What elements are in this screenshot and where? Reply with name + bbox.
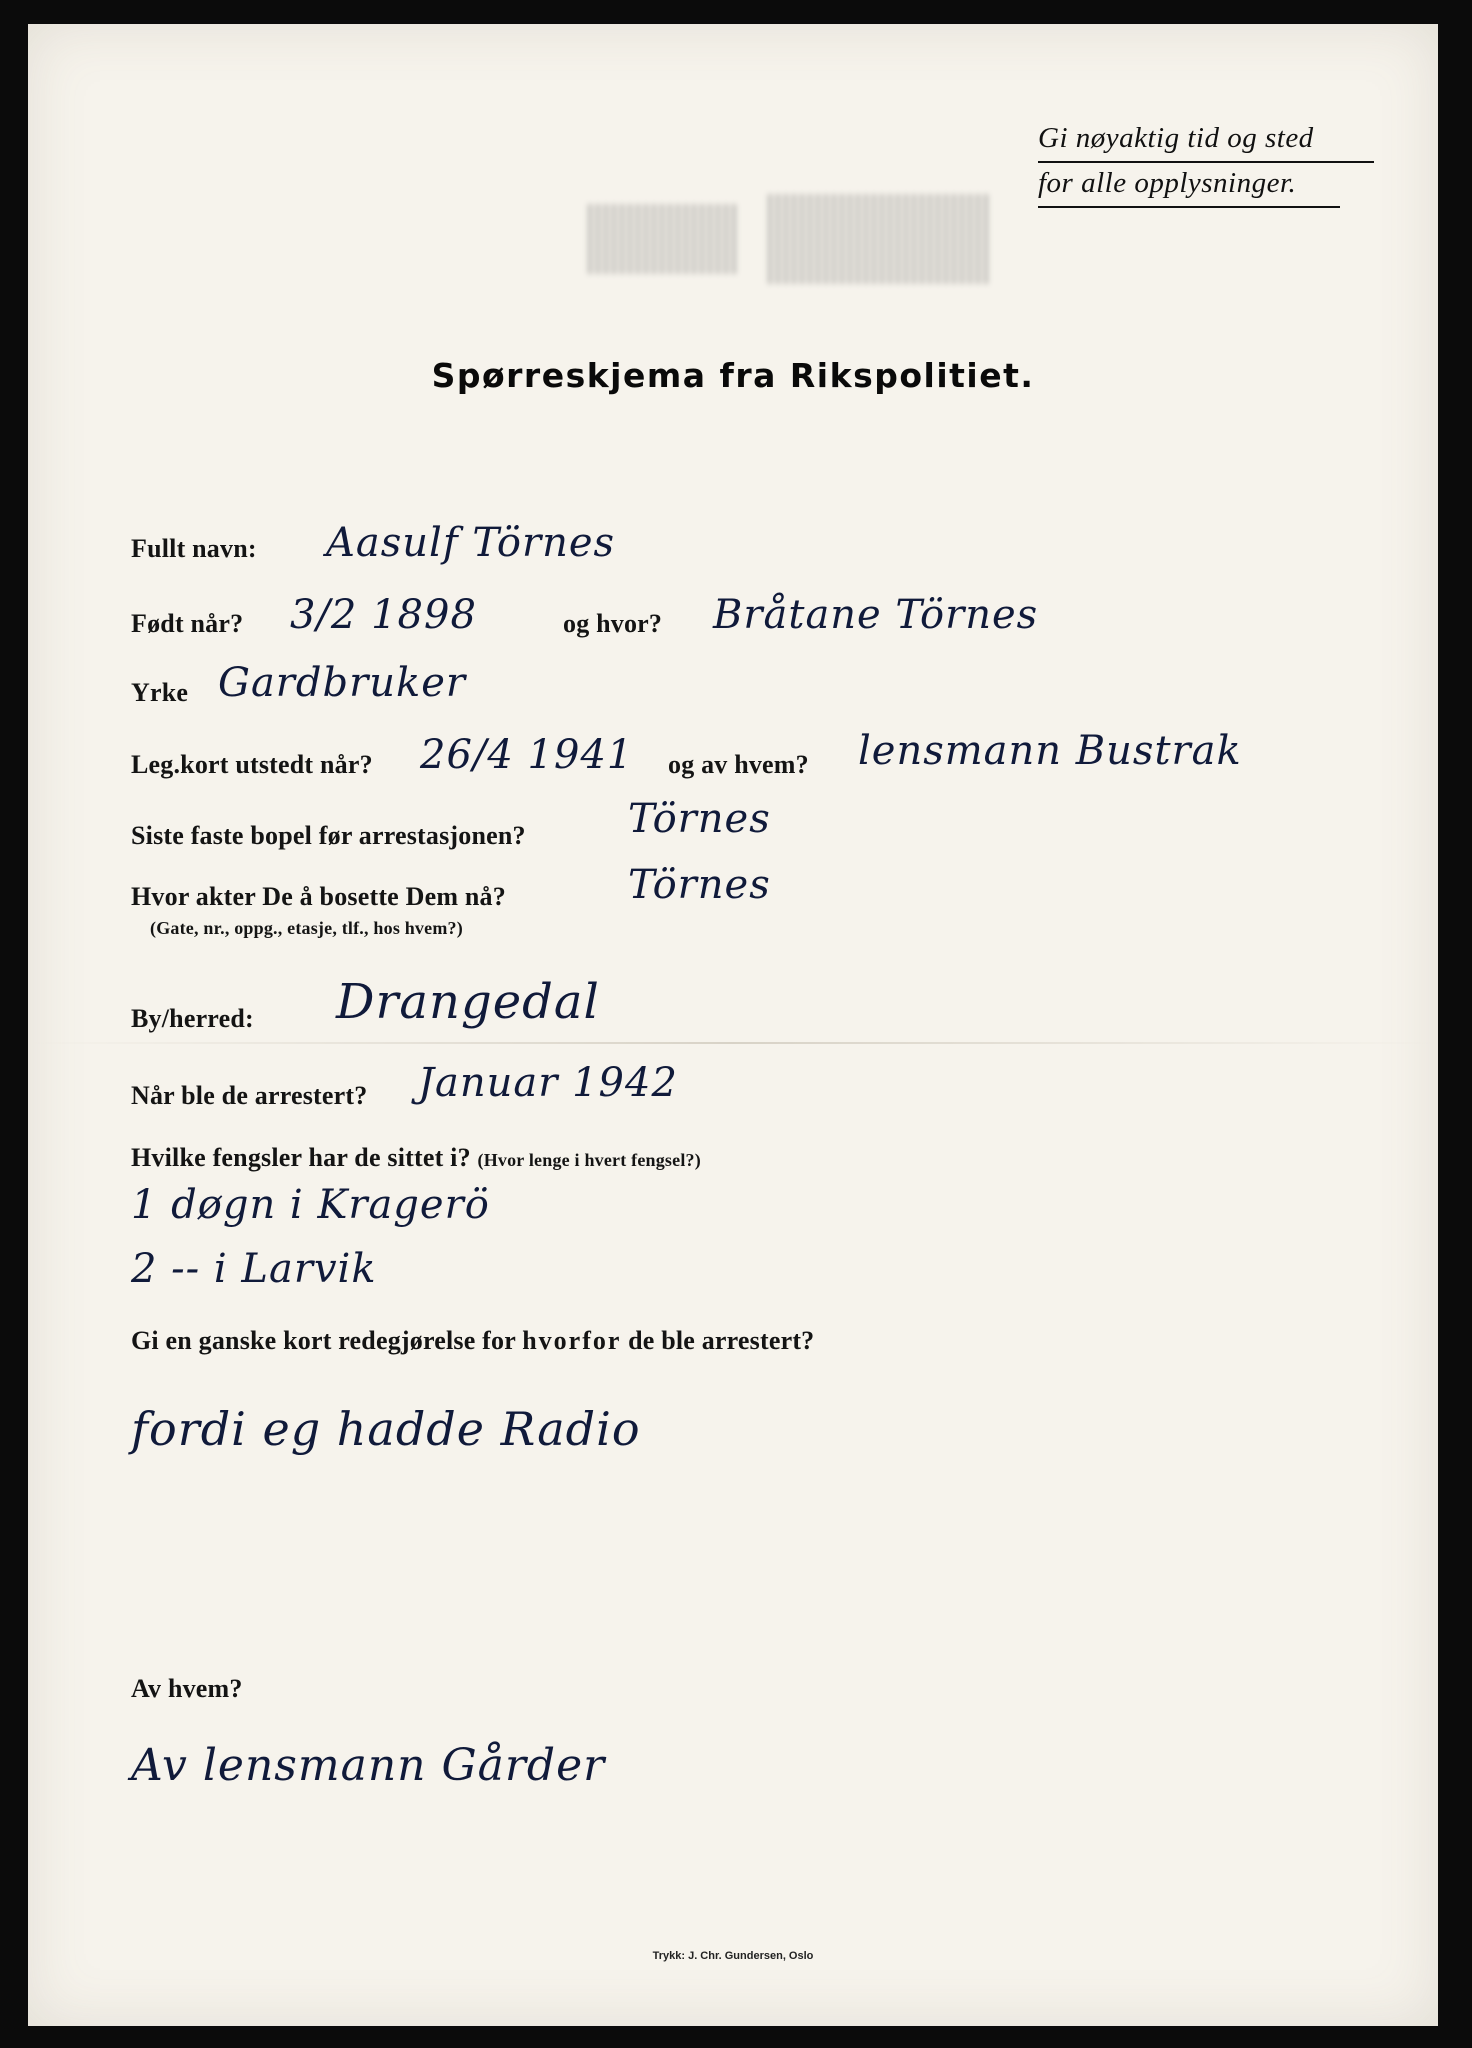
reason-value: fordi eg hadde Radio [131, 1402, 641, 1456]
prisons-line-1: 1 døgn i Kragerö [131, 1182, 490, 1228]
arrested-when-label: Når ble de arrestert? [131, 1081, 368, 1110]
reason-label [131, 1326, 814, 1356]
born-where-value: Bråtane Törnes [713, 592, 1039, 638]
settle-value: Törnes [628, 862, 771, 908]
arrested-when-value: Januar 1942 [418, 1060, 678, 1106]
reason-label-emphasis: hvorfor [522, 1326, 622, 1355]
settle-note: (Gate, nr., oppg., etasje, tlf., hos hvem?) [150, 918, 463, 938]
last-residence-value: Törnes [628, 796, 771, 842]
legkort-when-label: Leg.kort utstedt når? [131, 750, 373, 779]
fold-line [28, 1042, 1438, 1044]
settle-label: Hvor akter De å bosette Dem nå? [131, 882, 506, 911]
last-residence-label: Siste faste bopel før arrestasjonen? [131, 821, 526, 850]
prisons-note: (Hvor lenge i hvert fengsel?) [477, 1150, 701, 1170]
legkort-by-value: lensmann Bustrak [858, 728, 1242, 774]
prisons-question: Hvilke fengsler har de sittet i? [131, 1143, 471, 1172]
bleed-through-mark [768, 194, 988, 284]
full-name-value: Aasulf Törnes [326, 520, 616, 566]
legkort-when-value: 26/4 1941 [420, 732, 634, 778]
printer-imprint: Trykk: J. Chr. Gundersen, Oslo [652, 1950, 814, 1962]
occupation-label: Yrke [131, 678, 189, 707]
instruction-line-1: Gi nøyaktig tid og sted [1038, 118, 1374, 163]
instruction-line-2: for alle opplysninger. [1038, 163, 1340, 208]
instruction-box [1038, 118, 1374, 208]
prisons-label [131, 1143, 701, 1173]
born-when-label: Født når? [131, 609, 244, 638]
born-when-value: 3/2 1898 [290, 592, 477, 638]
full-name-label: Fullt navn: [131, 534, 257, 563]
form-title: Spørreskjema fra Rikspolitiet. [431, 356, 1035, 395]
district-value: Drangedal [336, 974, 600, 1030]
occupation-value: Gardbruker [218, 660, 467, 706]
reason-label-pre: Gi en ganske kort redegjørelse for [131, 1326, 516, 1355]
born-where-label: og hvor? [563, 609, 663, 638]
bleed-through-mark [588, 204, 738, 274]
reason-label-post: de ble arrestert? [628, 1326, 815, 1355]
form-sheet [28, 24, 1438, 2026]
prisons-line-2: 2 -- i Larvik [131, 1246, 377, 1292]
by-whom-label: Av hvem? [131, 1674, 243, 1703]
legkort-by-label: og av hvem? [668, 750, 809, 779]
district-label: By/herred: [131, 1004, 254, 1033]
by-whom-value: Av lensmann Gårder [131, 1740, 606, 1791]
